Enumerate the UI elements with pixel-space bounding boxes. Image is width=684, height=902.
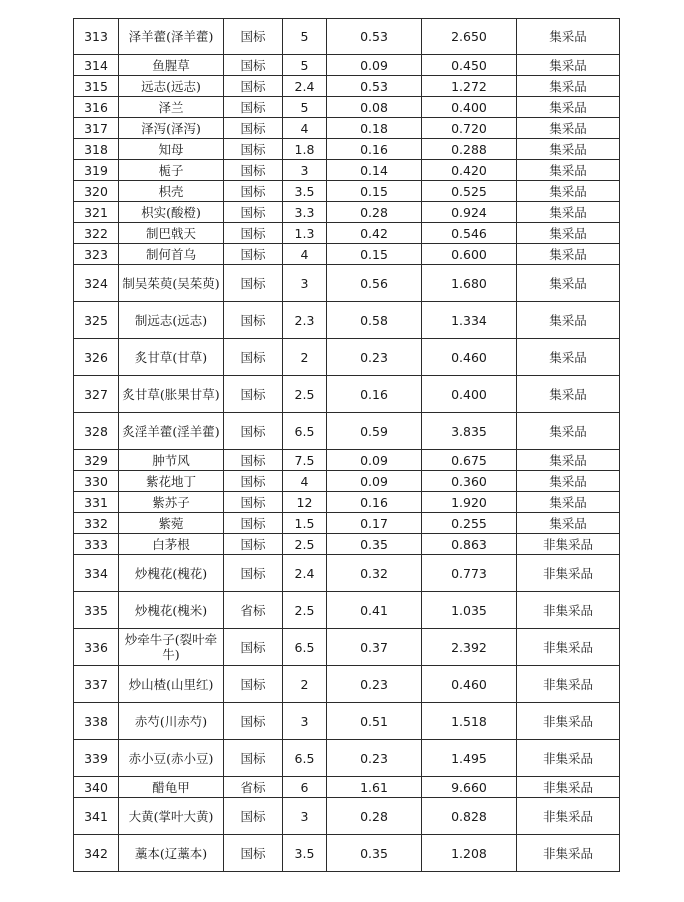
cell-herb-name: 枳实(酸橙) — [119, 202, 224, 223]
cell-standard: 国标 — [224, 666, 283, 703]
cell-no: 328 — [74, 413, 119, 450]
cell-standard: 国标 — [224, 55, 283, 76]
cell-herb-name: 大黄(掌叶大黄) — [119, 798, 224, 835]
cell-quantity: 3 — [283, 160, 327, 181]
cell-category: 非集采品 — [517, 777, 620, 798]
cell-no: 334 — [74, 555, 119, 592]
cell-herb-name: 紫苏子 — [119, 492, 224, 513]
cell-unit-price: 0.09 — [327, 55, 422, 76]
cell-amount: 1.680 — [422, 265, 517, 302]
cell-unit-price: 0.42 — [327, 223, 422, 244]
table-row — [74, 740, 620, 777]
cell-herb-name: 栀子 — [119, 160, 224, 181]
cell-herb-name: 制远志(远志) — [119, 302, 224, 339]
cell-amount: 0.828 — [422, 798, 517, 835]
cell-herb-name: 鱼腥草 — [119, 55, 224, 76]
cell-quantity: 3.5 — [283, 181, 327, 202]
cell-amount: 0.600 — [422, 244, 517, 265]
cell-no: 326 — [74, 339, 119, 376]
cell-unit-price: 0.15 — [327, 181, 422, 202]
cell-category: 集采品 — [517, 376, 620, 413]
table-row — [74, 19, 620, 55]
cell-quantity: 1.5 — [283, 513, 327, 534]
cell-no: 336 — [74, 629, 119, 666]
cell-amount: 0.255 — [422, 513, 517, 534]
cell-amount: 0.400 — [422, 97, 517, 118]
cell-quantity: 2 — [283, 339, 327, 376]
cell-quantity: 6.5 — [283, 413, 327, 450]
cell-standard: 国标 — [224, 244, 283, 265]
cell-standard: 国标 — [224, 118, 283, 139]
cell-herb-name: 赤小豆(赤小豆) — [119, 740, 224, 777]
cell-herb-name: 制巴戟天 — [119, 223, 224, 244]
cell-unit-price: 0.37 — [327, 629, 422, 666]
cell-standard: 省标 — [224, 777, 283, 798]
cell-quantity: 3 — [283, 265, 327, 302]
table-row — [74, 376, 620, 413]
cell-unit-price: 0.51 — [327, 703, 422, 740]
cell-no: 320 — [74, 181, 119, 202]
table-row — [74, 339, 620, 376]
table-row — [74, 835, 620, 872]
cell-herb-name: 赤芍(川赤芍) — [119, 703, 224, 740]
cell-category: 集采品 — [517, 471, 620, 492]
cell-no: 340 — [74, 777, 119, 798]
cell-herb-name: 炒槐花(槐米) — [119, 592, 224, 629]
cell-quantity: 3 — [283, 703, 327, 740]
cell-standard: 国标 — [224, 835, 283, 872]
cell-quantity: 5 — [283, 97, 327, 118]
cell-quantity: 3 — [283, 798, 327, 835]
cell-amount: 0.863 — [422, 534, 517, 555]
cell-unit-price: 0.23 — [327, 666, 422, 703]
cell-herb-name: 炒山楂(山里红) — [119, 666, 224, 703]
cell-herb-name: 紫花地丁 — [119, 471, 224, 492]
table-row — [74, 592, 620, 629]
cell-amount: 1.272 — [422, 76, 517, 97]
cell-standard: 国标 — [224, 181, 283, 202]
table-row — [74, 76, 620, 97]
cell-quantity: 6 — [283, 777, 327, 798]
cell-unit-price: 0.53 — [327, 76, 422, 97]
cell-unit-price: 0.41 — [327, 592, 422, 629]
cell-category: 集采品 — [517, 76, 620, 97]
table-row — [74, 777, 620, 798]
cell-herb-name: 白茅根 — [119, 534, 224, 555]
cell-unit-price: 0.53 — [327, 19, 422, 55]
table-row — [74, 118, 620, 139]
cell-no: 331 — [74, 492, 119, 513]
cell-standard: 国标 — [224, 798, 283, 835]
cell-no: 330 — [74, 471, 119, 492]
cell-standard: 国标 — [224, 413, 283, 450]
cell-quantity: 1.3 — [283, 223, 327, 244]
cell-standard: 国标 — [224, 703, 283, 740]
table-row — [74, 244, 620, 265]
cell-herb-name: 泽羊藿(泽羊藿) — [119, 19, 224, 55]
cell-category: 集采品 — [517, 339, 620, 376]
cell-unit-price: 0.28 — [327, 202, 422, 223]
cell-unit-price: 0.23 — [327, 740, 422, 777]
table-row — [74, 302, 620, 339]
table-row — [74, 450, 620, 471]
herb-price-table — [73, 18, 620, 872]
cell-category: 集采品 — [517, 202, 620, 223]
cell-category: 非集采品 — [517, 629, 620, 666]
cell-unit-price: 1.61 — [327, 777, 422, 798]
cell-no: 337 — [74, 666, 119, 703]
cell-category: 非集采品 — [517, 835, 620, 872]
table-row — [74, 139, 620, 160]
cell-standard: 国标 — [224, 513, 283, 534]
cell-standard: 省标 — [224, 592, 283, 629]
cell-quantity: 5 — [283, 19, 327, 55]
cell-no: 315 — [74, 76, 119, 97]
cell-unit-price: 0.09 — [327, 450, 422, 471]
cell-category: 集采品 — [517, 413, 620, 450]
cell-standard: 国标 — [224, 97, 283, 118]
cell-standard: 国标 — [224, 534, 283, 555]
cell-amount: 1.035 — [422, 592, 517, 629]
cell-standard: 国标 — [224, 19, 283, 55]
cell-standard: 国标 — [224, 202, 283, 223]
table-row — [74, 223, 620, 244]
cell-unit-price: 0.16 — [327, 492, 422, 513]
cell-herb-name: 炒槐花(槐花) — [119, 555, 224, 592]
cell-standard: 国标 — [224, 471, 283, 492]
cell-standard: 国标 — [224, 265, 283, 302]
cell-quantity: 7.5 — [283, 450, 327, 471]
cell-category: 集采品 — [517, 513, 620, 534]
cell-quantity: 4 — [283, 471, 327, 492]
cell-amount: 0.288 — [422, 139, 517, 160]
cell-no: 342 — [74, 835, 119, 872]
cell-quantity: 3.5 — [283, 835, 327, 872]
cell-herb-name: 泽兰 — [119, 97, 224, 118]
cell-amount: 0.450 — [422, 55, 517, 76]
cell-category: 非集采品 — [517, 798, 620, 835]
cell-category: 非集采品 — [517, 703, 620, 740]
cell-unit-price: 0.23 — [327, 339, 422, 376]
cell-unit-price: 0.59 — [327, 413, 422, 450]
cell-category: 集采品 — [517, 19, 620, 55]
cell-quantity: 3.3 — [283, 202, 327, 223]
cell-quantity: 4 — [283, 244, 327, 265]
cell-category: 集采品 — [517, 302, 620, 339]
cell-amount: 0.675 — [422, 450, 517, 471]
cell-category: 集采品 — [517, 265, 620, 302]
cell-category: 集采品 — [517, 244, 620, 265]
cell-category: 非集采品 — [517, 592, 620, 629]
cell-amount: 9.660 — [422, 777, 517, 798]
cell-category: 集采品 — [517, 118, 620, 139]
cell-amount: 0.525 — [422, 181, 517, 202]
cell-standard: 国标 — [224, 555, 283, 592]
cell-quantity: 1.8 — [283, 139, 327, 160]
cell-quantity: 6.5 — [283, 629, 327, 666]
cell-category: 集采品 — [517, 450, 620, 471]
cell-herb-name: 炒牵牛子(裂叶牵牛) — [119, 629, 224, 666]
cell-quantity: 4 — [283, 118, 327, 139]
cell-unit-price: 0.32 — [327, 555, 422, 592]
cell-standard: 国标 — [224, 740, 283, 777]
cell-amount: 3.835 — [422, 413, 517, 450]
cell-standard: 国标 — [224, 139, 283, 160]
cell-category: 集采品 — [517, 97, 620, 118]
cell-herb-name: 醋龟甲 — [119, 777, 224, 798]
cell-no: 325 — [74, 302, 119, 339]
cell-category: 集采品 — [517, 160, 620, 181]
cell-unit-price: 0.56 — [327, 265, 422, 302]
cell-unit-price: 0.16 — [327, 376, 422, 413]
cell-category: 集采品 — [517, 223, 620, 244]
cell-category: 集采品 — [517, 492, 620, 513]
cell-standard: 国标 — [224, 629, 283, 666]
cell-category: 非集采品 — [517, 740, 620, 777]
cell-no: 332 — [74, 513, 119, 534]
cell-category: 集采品 — [517, 181, 620, 202]
cell-herb-name: 远志(远志) — [119, 76, 224, 97]
cell-no: 338 — [74, 703, 119, 740]
cell-quantity: 6.5 — [283, 740, 327, 777]
cell-unit-price: 0.09 — [327, 471, 422, 492]
cell-quantity: 2.5 — [283, 376, 327, 413]
cell-unit-price: 0.17 — [327, 513, 422, 534]
cell-no: 314 — [74, 55, 119, 76]
cell-amount: 0.720 — [422, 118, 517, 139]
table-row — [74, 202, 620, 223]
table-row — [74, 666, 620, 703]
cell-herb-name: 泽泻(泽泻) — [119, 118, 224, 139]
cell-category: 集采品 — [517, 55, 620, 76]
cell-amount: 0.773 — [422, 555, 517, 592]
cell-standard: 国标 — [224, 450, 283, 471]
cell-unit-price: 0.28 — [327, 798, 422, 835]
cell-quantity: 2.3 — [283, 302, 327, 339]
cell-standard: 国标 — [224, 376, 283, 413]
cell-unit-price: 0.14 — [327, 160, 422, 181]
table-row — [74, 492, 620, 513]
table-row — [74, 555, 620, 592]
table-row — [74, 798, 620, 835]
cell-unit-price: 0.35 — [327, 835, 422, 872]
cell-standard: 国标 — [224, 339, 283, 376]
cell-standard: 国标 — [224, 160, 283, 181]
cell-no: 317 — [74, 118, 119, 139]
table-row — [74, 160, 620, 181]
cell-herb-name: 枳壳 — [119, 181, 224, 202]
cell-no: 322 — [74, 223, 119, 244]
cell-quantity: 5 — [283, 55, 327, 76]
cell-no: 329 — [74, 450, 119, 471]
cell-no: 316 — [74, 97, 119, 118]
cell-no: 339 — [74, 740, 119, 777]
cell-category: 非集采品 — [517, 666, 620, 703]
cell-herb-name: 炙淫羊藿(淫羊藿) — [119, 413, 224, 450]
cell-unit-price: 0.18 — [327, 118, 422, 139]
cell-amount: 0.360 — [422, 471, 517, 492]
cell-unit-price: 0.08 — [327, 97, 422, 118]
table-row — [74, 55, 620, 76]
cell-amount: 1.334 — [422, 302, 517, 339]
cell-standard: 国标 — [224, 76, 283, 97]
cell-herb-name: 炙甘草(胀果甘草) — [119, 376, 224, 413]
cell-amount: 2.650 — [422, 19, 517, 55]
cell-no: 327 — [74, 376, 119, 413]
cell-quantity: 2.4 — [283, 555, 327, 592]
table-row — [74, 181, 620, 202]
cell-no: 341 — [74, 798, 119, 835]
cell-quantity: 2.4 — [283, 76, 327, 97]
cell-unit-price: 0.16 — [327, 139, 422, 160]
cell-amount: 0.420 — [422, 160, 517, 181]
cell-amount: 0.546 — [422, 223, 517, 244]
cell-amount: 0.924 — [422, 202, 517, 223]
cell-no: 318 — [74, 139, 119, 160]
table-row — [74, 703, 620, 740]
cell-amount: 1.495 — [422, 740, 517, 777]
cell-no: 333 — [74, 534, 119, 555]
cell-standard: 国标 — [224, 302, 283, 339]
cell-herb-name: 藁本(辽藁本) — [119, 835, 224, 872]
cell-amount: 0.460 — [422, 339, 517, 376]
cell-standard: 国标 — [224, 223, 283, 244]
cell-amount: 2.392 — [422, 629, 517, 666]
cell-herb-name: 肿节风 — [119, 450, 224, 471]
cell-amount: 1.208 — [422, 835, 517, 872]
table-body — [74, 19, 620, 872]
table-row — [74, 265, 620, 302]
cell-category: 非集采品 — [517, 534, 620, 555]
cell-amount: 0.460 — [422, 666, 517, 703]
cell-amount: 1.920 — [422, 492, 517, 513]
cell-unit-price: 0.15 — [327, 244, 422, 265]
cell-standard: 国标 — [224, 492, 283, 513]
cell-amount: 0.400 — [422, 376, 517, 413]
table-row — [74, 413, 620, 450]
cell-no: 324 — [74, 265, 119, 302]
cell-herb-name: 制何首乌 — [119, 244, 224, 265]
cell-category: 集采品 — [517, 139, 620, 160]
table-row — [74, 629, 620, 666]
cell-quantity: 2.5 — [283, 592, 327, 629]
cell-no: 321 — [74, 202, 119, 223]
cell-quantity: 2.5 — [283, 534, 327, 555]
table-row — [74, 471, 620, 492]
table-row — [74, 513, 620, 534]
cell-herb-name: 炙甘草(甘草) — [119, 339, 224, 376]
cell-unit-price: 0.58 — [327, 302, 422, 339]
table-row — [74, 97, 620, 118]
cell-no: 335 — [74, 592, 119, 629]
cell-quantity: 2 — [283, 666, 327, 703]
cell-unit-price: 0.35 — [327, 534, 422, 555]
cell-amount: 1.518 — [422, 703, 517, 740]
cell-herb-name: 知母 — [119, 139, 224, 160]
cell-herb-name: 制吴茱萸(吴茱萸) — [119, 265, 224, 302]
cell-no: 323 — [74, 244, 119, 265]
cell-no: 319 — [74, 160, 119, 181]
cell-quantity: 12 — [283, 492, 327, 513]
cell-no: 313 — [74, 19, 119, 55]
cell-category: 非集采品 — [517, 555, 620, 592]
cell-herb-name: 紫菀 — [119, 513, 224, 534]
table-row — [74, 534, 620, 555]
